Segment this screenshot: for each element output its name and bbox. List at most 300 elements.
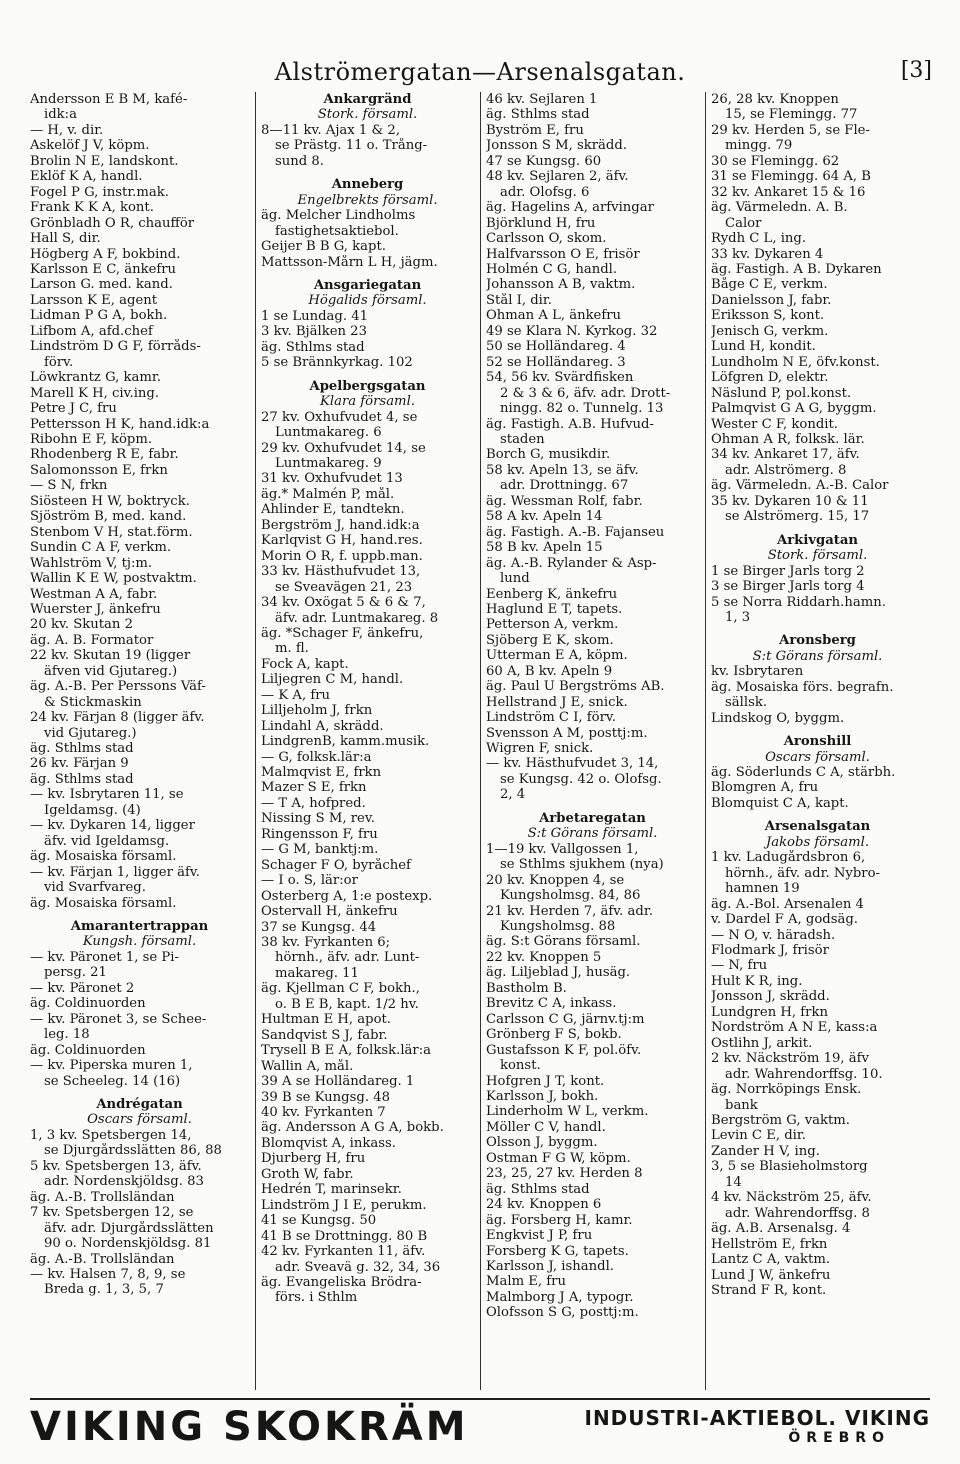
entry-line: Wester C F, kondit. <box>711 416 838 432</box>
entry-line: kv. Isbrytaren <box>711 664 804 680</box>
entry-line: Askelöf J V, köpm. <box>30 138 150 154</box>
entry-line: 14 <box>725 1174 742 1190</box>
parish-subheading: Oscars församl. <box>87 1112 192 1128</box>
entry-line: Pettersson H K, hand.idk:a <box>30 416 210 432</box>
entry-line: se Sveavägen 21, 23 <box>275 579 413 595</box>
entry-line: adr. Sveavä g. 32, 34, 36 <box>275 1259 441 1275</box>
entry-line: 48 kv. Sejlaren 2, äfv. <box>486 169 629 185</box>
entry-line: Stenbom V H, stat.förm. <box>30 524 193 540</box>
street-heading: Ansgariegatan <box>313 277 422 293</box>
entry-line: Högberg A F, bokbind. <box>30 246 181 262</box>
street-heading: Arbetaregatan <box>539 810 646 826</box>
entry-line: vid Gjutareg.) <box>44 725 137 741</box>
entry-line: 31 se Flemingg. 64 A, B <box>711 169 871 185</box>
entry-line: Bergström G, vaktm. <box>711 1113 850 1128</box>
entry-line: Igeldamsg. (4) <box>44 802 141 818</box>
entry-line: Lilljeholm J, frkn <box>261 703 373 719</box>
entry-line: sund 8. <box>275 153 324 169</box>
entry-line: äg. A.-B. Trollsländan <box>30 1251 175 1267</box>
column-4 <box>705 92 930 1390</box>
entry-line: äg. Wessman Rolf, fabr. <box>486 493 643 509</box>
entry-line: Hultman E H, apot. <box>261 1012 392 1028</box>
page-header <box>0 58 960 90</box>
page-number: [3] <box>900 58 932 83</box>
column-2 <box>255 92 480 1390</box>
entry-line: Engkvist J P, fru <box>486 1228 593 1244</box>
entry-line: 22 kv. Skutan 19 (ligger <box>30 648 191 664</box>
page-title: Alströmergatan—Arsenalsgatan. <box>274 58 686 86</box>
entry-line: Rhodenberg R E, fabr. <box>30 447 179 463</box>
entry-line: 31 kv. Oxhufvudet 13 <box>261 471 403 487</box>
entry-line: Djurberg H, fru <box>261 1151 366 1167</box>
entry-line: 41 B se Drottningg. 80 B <box>261 1228 428 1244</box>
entry-line: hörnh., äfv. adr. Lunt- <box>275 950 420 966</box>
entry-line: 39 A se Holländareg. 1 <box>261 1074 415 1090</box>
entry-line: 49 se Klara N. Kyrkog. 32 <box>486 323 658 339</box>
parish-subheading: Jakobs församl. <box>765 834 870 850</box>
directory-columns <box>30 92 930 1390</box>
entry-line: 21 kv. Herden 7, äfv. adr. <box>486 903 653 919</box>
entry-line: Zander H V, ing. <box>711 1143 820 1159</box>
entry-line: — G M, banktj:m. <box>261 842 379 858</box>
entry-line: äg. A.B. Arsenalsg. 4 <box>711 1221 851 1237</box>
entry-line: Hofgren J T, kont. <box>486 1073 605 1089</box>
entry-line: sällsk. <box>725 695 768 711</box>
parish-subheading: Oscars församl. <box>765 749 870 765</box>
entry-line: Eklöf K A, handl. <box>30 169 143 185</box>
entry-line: Lundholm N E, öfv.konst. <box>711 354 880 370</box>
spacer <box>486 803 699 811</box>
entry-line: Jonsson J, skrädd. <box>711 989 830 1005</box>
entry-line: äg. Melcher Lindholms <box>261 208 416 224</box>
entry-line: Karlsson J, bokh. <box>486 1089 599 1104</box>
entry-line: 4 kv. Näckström 25, äfv. <box>711 1190 872 1206</box>
entry-line: se Sthlms sjukhem (nya) <box>500 857 664 873</box>
entry-line: Näslund P, pol.konst. <box>711 385 852 401</box>
street-heading: Apelbergsgatan <box>309 378 426 394</box>
entry-line: 42 kv. Fyrkanten 11, äfv. <box>261 1244 426 1260</box>
entry-line: Wigren F, snick. <box>486 741 594 757</box>
entry-line: 1, 3 <box>725 609 751 625</box>
entry-line: äg. Fastigh. A B. Dykaren <box>711 261 882 277</box>
entry-line: Bastholm B. <box>486 980 567 996</box>
spacer <box>261 169 474 177</box>
entry-line: 41 se Kungsg. 50 <box>261 1213 377 1229</box>
entry-line: 15, se Flemingg. 77 <box>725 107 858 123</box>
entry-line: Lifbom A, afd.chef <box>30 323 153 339</box>
entry-line: se Kungsg. 42 o. Olofsg. <box>500 771 662 787</box>
entry-line: Brevitz C A, inkass. <box>486 996 617 1012</box>
entry-line: Hellström E, frkn <box>711 1236 828 1252</box>
entry-line: Palmqvist G A G, byggm. <box>711 401 877 417</box>
entry-line: Båge C E, verkm. <box>711 277 828 293</box>
entry-line: Borch G, musikdir. <box>486 447 611 463</box>
entry-line: Larson G. med. kand. <box>30 277 173 293</box>
entry-line: 32 kv. Ankaret 15 & 16 <box>711 184 866 200</box>
entry-line: Öhman A R, folksk. lär. <box>711 431 865 447</box>
entry-line: 26, 28 kv. Knoppen <box>711 92 839 107</box>
entry-line: Utterman E A, köpm. <box>486 648 628 664</box>
entry-line: 26 kv. Färjan 9 <box>30 756 129 772</box>
entry-line: — T A, hofpred. <box>261 795 366 811</box>
entry-line: Olofsson S G, posttj:m. <box>486 1305 639 1321</box>
parish-subheading: Högalids församl. <box>308 293 427 309</box>
entry-line: 54, 56 kv. Svärdfisken <box>486 370 634 386</box>
entry-line: 3 kv. Bjälken 23 <box>261 324 367 340</box>
street-heading: Arsenalsgatan <box>764 819 871 835</box>
entry-line: äg. Sthlms stad <box>486 1181 590 1197</box>
entry-line: Ahlinder E, tandtekn. <box>261 502 405 518</box>
entry-line: — S N, frkn <box>30 478 108 494</box>
entry-line: Sjöström B, med. kand. <box>30 509 187 525</box>
entry-line: äg. Söderlunds C A, stärbh. <box>711 765 896 781</box>
entry-line: äg. A.-Bol. Arsenalen 4 <box>711 896 864 912</box>
entry-line: Östman F G W, köpm. <box>486 1150 631 1166</box>
entry-line: Salomonsson E, frkn <box>30 462 168 478</box>
entry-line: 33 kv. Hästhufvudet 13, <box>261 564 421 580</box>
entry-line: 20 kv. Skutan 2 <box>30 617 133 633</box>
entry-line: hörnh., äfv. adr. Nybro- <box>725 865 880 881</box>
entry-line: Grönberg F S, bokb. <box>486 1027 622 1043</box>
entry-line: Sandqvist S J, fabr. <box>261 1027 388 1043</box>
entry-line: o. B E B, kapt. 1/2 hv. <box>275 996 419 1012</box>
entry-line: 2 kv. Näckström 19, äfv <box>711 1051 869 1067</box>
entry-line: Byström E, fru <box>486 122 584 138</box>
company-block <box>585 1406 931 1446</box>
parish-subheading: Stork. församl. <box>317 107 418 123</box>
entry-line: Larsson K E, agent <box>30 292 158 308</box>
spacer <box>711 625 924 633</box>
entry-line: — kv. Hästhufvudet 3, 14, <box>486 756 659 772</box>
entry-line: 39 B se Kungsg. 48 <box>261 1089 390 1105</box>
entry-line: äg. Coldinuorden <box>30 1042 146 1058</box>
entry-line: Blomquist C A, kapt. <box>711 795 849 811</box>
entry-line: — G, folksk.lär:a <box>261 749 372 765</box>
entry-line: — kv. Päronet 3, se Schee- <box>30 1011 207 1027</box>
entry-line: adr. Drottningg. 67 <box>500 478 629 494</box>
entry-line: 34 kv. Oxögat 5 & 6 & 7, <box>261 595 426 611</box>
entry-line: Björklund H, fru <box>486 215 596 231</box>
street-heading: Arkivgatan <box>777 532 858 548</box>
entry-line: leg. 18 <box>44 1027 90 1043</box>
entry-line: Malm E, fru <box>486 1274 566 1290</box>
spacer <box>711 811 924 819</box>
entry-line: 24 kv. Färjan 8 (ligger äfv. <box>30 710 205 726</box>
advertisement-footer <box>30 1398 930 1450</box>
entry-line: 35 kv. Dykaren 10 & 11 <box>711 493 869 509</box>
entry-line: äg. A.-B. Trollsländan <box>30 1189 175 1205</box>
entry-line: 22 kv. Knoppen 5 <box>486 949 602 965</box>
entry-line: Hedrén T, marinsekr. <box>261 1182 402 1198</box>
entry-line: äg. Fastigh. A.-B. Fajanseu <box>486 524 665 540</box>
entry-line: konst. <box>500 1058 541 1074</box>
spacer <box>261 371 474 379</box>
entry-line: Petre J C, fru <box>30 401 117 417</box>
entry-line: 27 kv. Oxhufvudet 4, se <box>261 409 418 425</box>
entry-line: Luntmakareg. 6 <box>275 425 382 441</box>
entry-line: äg. Sthlms stad <box>261 339 365 355</box>
entry-line: lund <box>500 571 530 587</box>
entry-line: 3 se Birger Jarls torg 4 <box>711 579 865 595</box>
entry-line: bank <box>725 1097 758 1113</box>
parish-subheading: Stork. församl. <box>767 548 868 564</box>
entry-line: äg. Paul U Bergströms AB. <box>486 679 665 695</box>
entry-line: — kv. Päronet 2 <box>30 980 135 996</box>
entry-line: Öhman A L, änkefru <box>486 308 622 324</box>
entry-line: Trysell B E A, folksk.lär:a <box>261 1043 432 1059</box>
entry-line: Petterson A, verkm. <box>486 617 619 633</box>
entry-line: Ringensson F, fru <box>261 826 378 842</box>
entry-line: — kv. Dykaren 14, ligger <box>30 818 195 834</box>
entry-line: Hall S, dir. <box>30 231 101 247</box>
entry-line: Kungsholmsg. 84, 86 <box>500 888 641 904</box>
entry-line: Svensson A M, posttj:m. <box>486 725 648 741</box>
entry-line: Nordström A N E, kass:a <box>711 1020 878 1036</box>
entry-line: 58 A kv. Apeln 14 <box>486 509 603 525</box>
entry-line: äg. Värmeledn. A. B. <box>711 200 848 216</box>
parish-subheading: Kungsh. församl. <box>82 934 197 950</box>
entry-line: äg. Norrköpings Ensk. <box>711 1082 862 1098</box>
entry-line: persg. 21 <box>44 965 107 981</box>
entry-line: 7 kv. Spetsbergen 12, se <box>30 1205 194 1221</box>
entry-line: Eriksson S, kont. <box>711 308 825 324</box>
entry-line: Lindström J I E, perukm. <box>261 1197 427 1213</box>
entry-line: Danielsson J, fabr. <box>711 292 832 308</box>
entry-line: fastighetsaktiebol. <box>275 223 399 239</box>
entry-line: äg. Värmeledn. A.-B. Calor <box>711 478 889 494</box>
company-city: ÖREBRO <box>788 1430 890 1446</box>
entry-line: Lund J W, änkefru <box>711 1267 831 1283</box>
entry-line: Karlsson J, ishandl. <box>486 1258 614 1274</box>
entry-line: 37 se Kungsg. 44 <box>261 919 377 935</box>
entry-line: Löwkrantz G, kamr. <box>30 370 161 386</box>
entry-line: — H, v. dir. <box>30 122 104 138</box>
entry-line: Hellstrand J E, snick. <box>486 694 628 710</box>
entry-line: Schager F O, byråchef <box>261 857 411 873</box>
entry-line: Johansson A B, vaktm. <box>486 277 636 293</box>
entry-line: Kungsholmsg. 88 <box>500 919 616 935</box>
entry-line: 60 A, B kv. Apeln 9 <box>486 663 613 679</box>
entry-line: Lindskog O, byggm. <box>711 710 845 726</box>
entry-line: Lantz C A, vaktm. <box>711 1252 831 1268</box>
entry-line: äg. A. B. Formator <box>30 632 154 648</box>
entry-line: Nissing S M, rev. <box>261 811 375 827</box>
entry-line: Jonsson S M, skrädd. <box>486 138 627 154</box>
entry-line: Wahlström V, tj:m. <box>30 555 153 571</box>
entry-line: äg. S:t Görans församl. <box>486 934 641 950</box>
entry-line: Forsberg K G, tapets. <box>486 1243 629 1259</box>
entry-line: 1 se Lundag. 41 <box>261 308 369 324</box>
entry-line: Gustafsson K F, pol.öfv. <box>486 1042 642 1058</box>
entry-line: Levin C E, dir. <box>711 1128 806 1144</box>
entry-line: äg. Sthlms stad <box>30 771 134 787</box>
entry-line: Stål I, dir. <box>486 292 552 308</box>
entry-line: Liljegren C M, handl. <box>261 672 404 688</box>
entry-line: Hult K R, ing. <box>711 973 803 989</box>
entry-line: Groth W, fabr. <box>261 1166 354 1182</box>
entry-line: Malmqvist E, frkn <box>261 765 382 781</box>
entry-line: Geijer B B G, kapt. <box>261 239 386 255</box>
street-heading: Andrégatan <box>96 1097 183 1112</box>
entry-line: Sjöberg E K, skom. <box>486 632 614 648</box>
entry-line: se Djurgårdsslätten 86, 88 <box>44 1143 222 1159</box>
entry-line: Möller C V, handl. <box>486 1119 606 1135</box>
entry-line: staden <box>500 431 545 447</box>
entry-line: & Stickmaskin <box>44 694 142 710</box>
entry-line: 24 kv. Knoppen 6 <box>486 1197 602 1213</box>
spacer <box>30 911 249 919</box>
entry-line: — kv. Päronet 1, se Pi- <box>30 949 179 965</box>
entry-line: — N O, v. häradsh. <box>711 927 836 943</box>
entry-line: ningg. 82 o. Tunnelg. 13 <box>500 401 664 417</box>
entry-line: äg. A.-B. Rylander & Asp- <box>486 555 657 571</box>
entry-line: äg. A.-B. Per Perssons Väf- <box>30 679 206 695</box>
entry-line: Brolin N E, landskont. <box>30 153 179 169</box>
entry-line: 8—11 kv. Ajax 1 & 2, <box>261 122 401 138</box>
entry-line: adr. Olofsg. 6 <box>500 184 590 200</box>
entry-line: 20 kv. Knoppen 4, se <box>486 872 625 888</box>
entry-line: äfv. adr. Djurgårdsslätten <box>44 1220 214 1236</box>
entry-line: 30 se Flemingg. 62 <box>711 153 840 169</box>
entry-line: 2, 4 <box>500 787 526 803</box>
entry-line: 1 se Birger Jarls torg 2 <box>711 563 865 579</box>
entry-line: Lund H, kondit. <box>711 339 816 355</box>
entry-line: Linderholm W L, verkm. <box>486 1104 649 1120</box>
entry-line: Lundgren H, frkn <box>711 1004 828 1020</box>
parish-subheading: S:t Görans församl. <box>752 648 883 664</box>
entry-line: Strand F R, kont. <box>711 1282 827 1298</box>
entry-line: adr. Wahrendorffsg. 8 <box>725 1205 870 1221</box>
entry-line: Westman A A, fabr. <box>30 586 158 602</box>
entry-line: Lidman P G A, bokh. <box>30 308 168 324</box>
spacer <box>711 726 924 734</box>
entry-line: Lindström C I, förv. <box>486 710 616 726</box>
entry-line: 5 se Brännkyrkag. 102 <box>261 355 413 371</box>
entry-line: Andersson E B M, kafé- <box>30 92 188 107</box>
entry-line: Holmén C G, handl. <box>486 261 618 277</box>
entry-line: Mattsson-Mårn L H, jägm. <box>261 254 438 270</box>
parish-subheading: Engelbrekts församl. <box>297 192 438 208</box>
entry-line: förv. <box>44 354 74 370</box>
entry-line: äg. Sthlms stad <box>30 741 134 757</box>
entry-line: Wuerster J, änkefru <box>30 601 161 617</box>
parish-subheading: S:t Görans församl. <box>527 826 658 842</box>
entry-line: makareg. 11 <box>275 965 359 981</box>
entry-line: 3, 5 se Blasieholmstorg <box>711 1159 868 1175</box>
entry-line: 29 kv. Oxhufvudet 14, se <box>261 440 426 456</box>
entry-line: äfv. vid Igeldamsg. <box>44 833 170 849</box>
entry-line: — I o. S, lär:or <box>261 873 358 889</box>
entry-line: vid Svarfvareg. <box>44 880 146 896</box>
entry-line: — N, fru <box>711 958 768 974</box>
entry-line: Östlihn J, arkit. <box>711 1035 813 1051</box>
entry-line: adr. Alströmerg. 8 <box>725 462 847 478</box>
entry-line: adr. Nordenskjöldsg. 83 <box>44 1174 204 1190</box>
entry-line: Carlsson O, skom. <box>486 231 607 247</box>
entry-line: — kv. Färjan 1, ligger äfv. <box>30 864 200 880</box>
entry-line: Halfvarsson O E, frisör <box>486 246 640 262</box>
street-heading: Amarantertrappan <box>70 919 209 935</box>
parish-subheading: Klara församl. <box>320 394 415 410</box>
entry-line: 40 kv. Fyrkanten 7 <box>261 1105 386 1120</box>
entry-line: äg. Sthlms stad <box>486 107 590 123</box>
entry-line: Fock A, kapt. <box>261 656 349 672</box>
entry-line: äg. Forsberg H, kamr. <box>486 1212 633 1228</box>
street-heading: Anneberg <box>331 177 404 193</box>
entry-line: 1, 3 kv. Spetsbergen 14, <box>30 1127 192 1143</box>
entry-line: mingg. 79 <box>725 138 793 154</box>
entry-line: 50 se Holländareg. 4 <box>486 339 626 355</box>
entry-line: Morin O R, f. uppb.man. <box>261 548 423 564</box>
entry-line: se Alströmerg. 15, 17 <box>725 509 870 525</box>
entry-line: Lindahl A, skrädd. <box>261 718 384 734</box>
entry-line: 46 kv. Sejlaren 1 <box>486 92 598 107</box>
entry-line: Bergström J, hand.idk:a <box>261 517 420 533</box>
entry-line: äg. *Schager F, änkefru, <box>261 625 424 641</box>
entry-line: Eenberg K, änkefru <box>486 586 618 602</box>
entry-line: 58 B kv. Apeln 15 <box>486 540 603 556</box>
entry-line: 38 kv. Fyrkanten 6; <box>261 935 391 951</box>
entry-line: Karlsson E C, änkefru <box>30 261 177 277</box>
entry-line: äg. Hagelins A, arfvingar <box>486 200 654 216</box>
entry-line: se Prästg. 11 o. Trång- <box>275 138 428 154</box>
entry-line: — kv. Piperska muren 1, <box>30 1058 193 1074</box>
street-heading: Aronshill <box>783 734 852 750</box>
entry-line: 47 se Kungsg. 60 <box>486 153 602 169</box>
entry-line: Siösteen H W, boktryck. <box>30 493 190 509</box>
entry-line: Österberg A, 1:e postexp. <box>261 888 433 904</box>
entry-line: Frank K K A, kont. <box>30 200 154 216</box>
entry-line: äg. Kjellman C F, bokh., <box>261 981 420 997</box>
entry-line: äg. Mosaiska församl. <box>30 849 177 865</box>
entry-line: 1—19 kv. Vallgossen 1, <box>486 841 639 857</box>
entry-line: Rydh C L, ing. <box>711 231 807 247</box>
entry-line: förs. i Sthlm <box>275 1290 358 1306</box>
entry-line: — kv. Halsen 7, 8, 9, se <box>30 1266 186 1282</box>
entry-line: Grönbladh O R, chaufför <box>30 215 195 231</box>
entry-line: Haglund E T, tapets. <box>486 601 623 617</box>
entry-line: 5 kv. Spetsbergen 13, äfv. <box>30 1158 202 1174</box>
entry-line: 29 kv. Herden 5, se Fle- <box>711 122 870 138</box>
street-heading: Aronsberg <box>779 633 856 649</box>
entry-line: 33 kv. Dykaren 4 <box>711 246 824 262</box>
entry-line: Mazer S E, frkn <box>261 780 367 796</box>
entry-line: äfv. adr. Luntmakareg. 8 <box>275 610 439 626</box>
entry-line: se Scheeleg. 14 (16) <box>44 1073 181 1089</box>
entry-line: Luntmakareg. 9 <box>275 455 382 471</box>
entry-line: Östervall H, änkefru <box>261 904 398 920</box>
brand-name: VIKING SKOKRÄM <box>30 1404 469 1450</box>
entry-line: 5 se Norra Riddarh.hamn. <box>711 594 886 610</box>
entry-line: Wallin A, mål. <box>261 1058 354 1074</box>
spacer <box>711 525 924 533</box>
entry-line: — kv. Isbrytaren 11, se <box>30 787 184 803</box>
entry-line: Blomqvist A, inkass. <box>261 1135 396 1151</box>
entry-line: 1 kv. Ladugårdsbron 6, <box>711 850 866 866</box>
entry-line: idk:a <box>44 107 77 123</box>
entry-line: Wallin K E W, postvaktm. <box>30 571 197 587</box>
entry-line: m. fl. <box>275 641 309 657</box>
entry-line: Sundin C A F, verkm. <box>30 540 172 556</box>
column-3 <box>480 92 705 1390</box>
entry-line: Carlsson C G, järnv.tj:m <box>486 1011 645 1027</box>
entry-line: äg. Coldinuorden <box>30 996 146 1012</box>
entry-line: Malmborg J A, typogr. <box>486 1289 634 1305</box>
entry-line: Ribohn E F, köpm. <box>30 431 153 447</box>
entry-line: 58 kv. Apeln 13, se äfv. <box>486 462 639 478</box>
entry-line: Löfgren D, elektr. <box>711 370 829 386</box>
entry-line: Flodmark J, frisör <box>711 943 829 959</box>
